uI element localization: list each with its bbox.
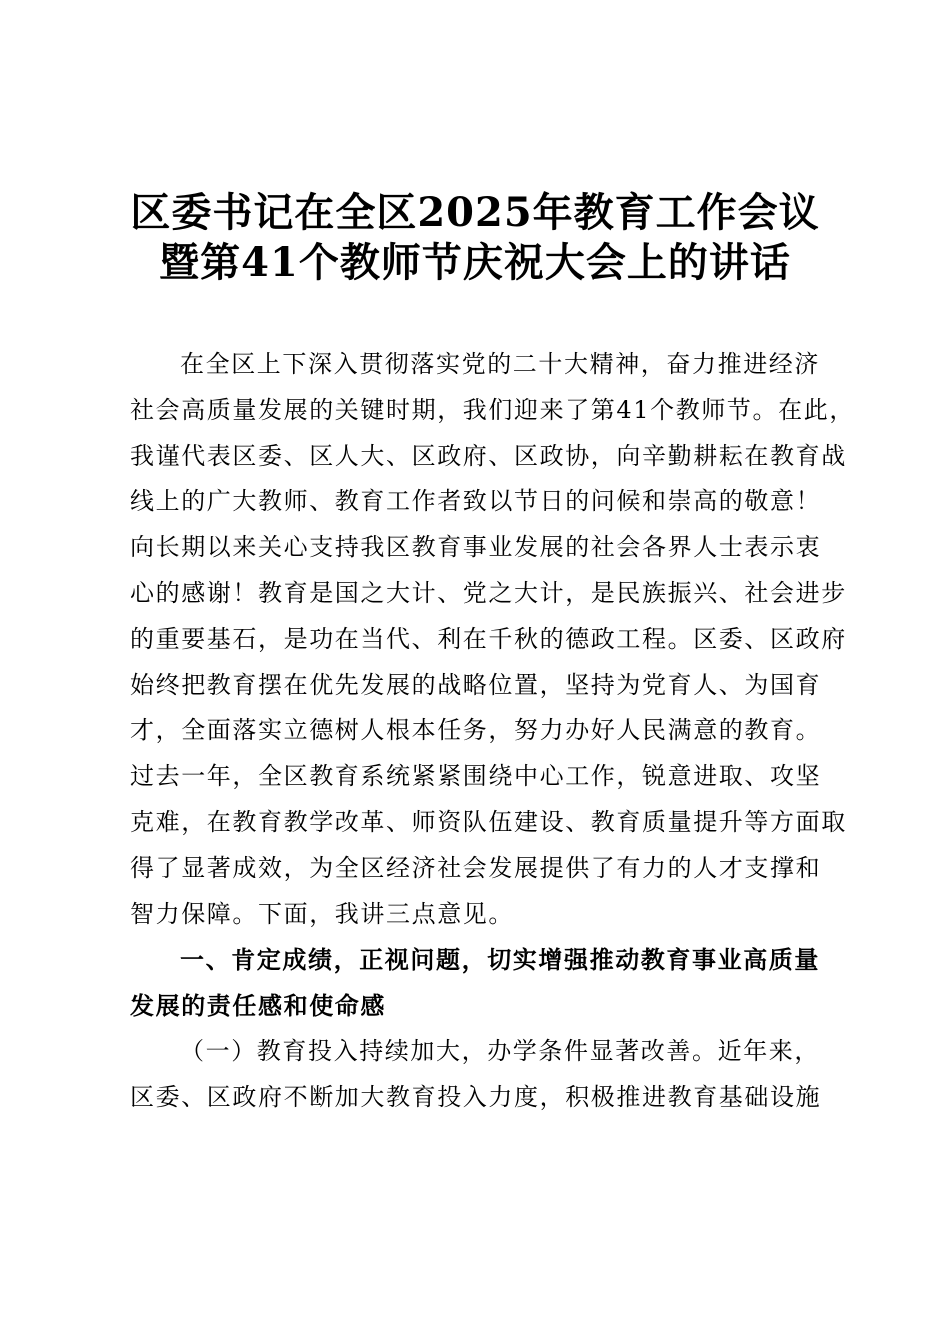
intro-paragraph-line: 才，全面落实立德树人根本任务，努力办好人民满意的教育。 [130,716,822,745]
intro-paragraph-line: 我谨代表区委、区人大、区政府、区政协，向辛勤耕耘在教育战 [130,441,847,470]
subsection-paragraph-line: （一）教育投入持续加大，办学条件显著改善。近年来， [180,1036,820,1065]
intro-paragraph-line: 线上的广大教师、教育工作者致以节日的问候和崇高的敬意！ [130,487,822,516]
section-heading-line: 一、肯定成绩，正视问题，切实增强推动教育事业高质量 [180,945,820,975]
intro-paragraph-line: 过去一年，全区教育系统紧紧围绕中心工作，锐意进取、攻坚 [130,762,822,791]
intro-paragraph-line: 始终把教育摆在优先发展的战略位置，坚持为党育人、为国育 [130,670,822,699]
intro-paragraph-line: 克难，在教育教学改革、师资队伍建设、教育质量提升等方面取 [130,807,847,836]
document-body [130,342,855,1121]
title-line: 区委书记在全区2025年教育工作会议 [130,189,820,236]
intro-paragraph-line: 智力保障。下面，我讲三点意见。 [130,899,514,928]
section-heading-line: 发展的责任感和使命感 [130,991,386,1021]
intro-paragraph-line: 的重要基石，是功在当代、利在千秋的德政工程。区委、区政府 [130,624,847,653]
intro-paragraph-line: 得了显著成效，为全区经济社会发展提供了有力的人才支撑和 [130,853,822,882]
subsection-paragraph-line: 区委、区政府不断加大教育投入力度，积极推进教育基础设施 [130,1082,822,1111]
intro-paragraph-line: 在全区上下深入贯彻落实党的二十大精神，奋力推进经济 [180,350,820,378]
title-line: 暨第41个教师节庆祝大会上的讲话 [159,239,791,286]
intro-paragraph-line: 社会高质量发展的关键时期，我们迎来了第41个教师节。在此， [130,395,855,424]
document-title [100,188,850,288]
intro-paragraph-line: 向长期以来关心支持我区教育事业发展的社会各界人士表示衷 [130,533,822,562]
intro-paragraph-line: 心的感谢！教育是国之大计、党之大计，是民族振兴、社会进步 [130,578,847,607]
